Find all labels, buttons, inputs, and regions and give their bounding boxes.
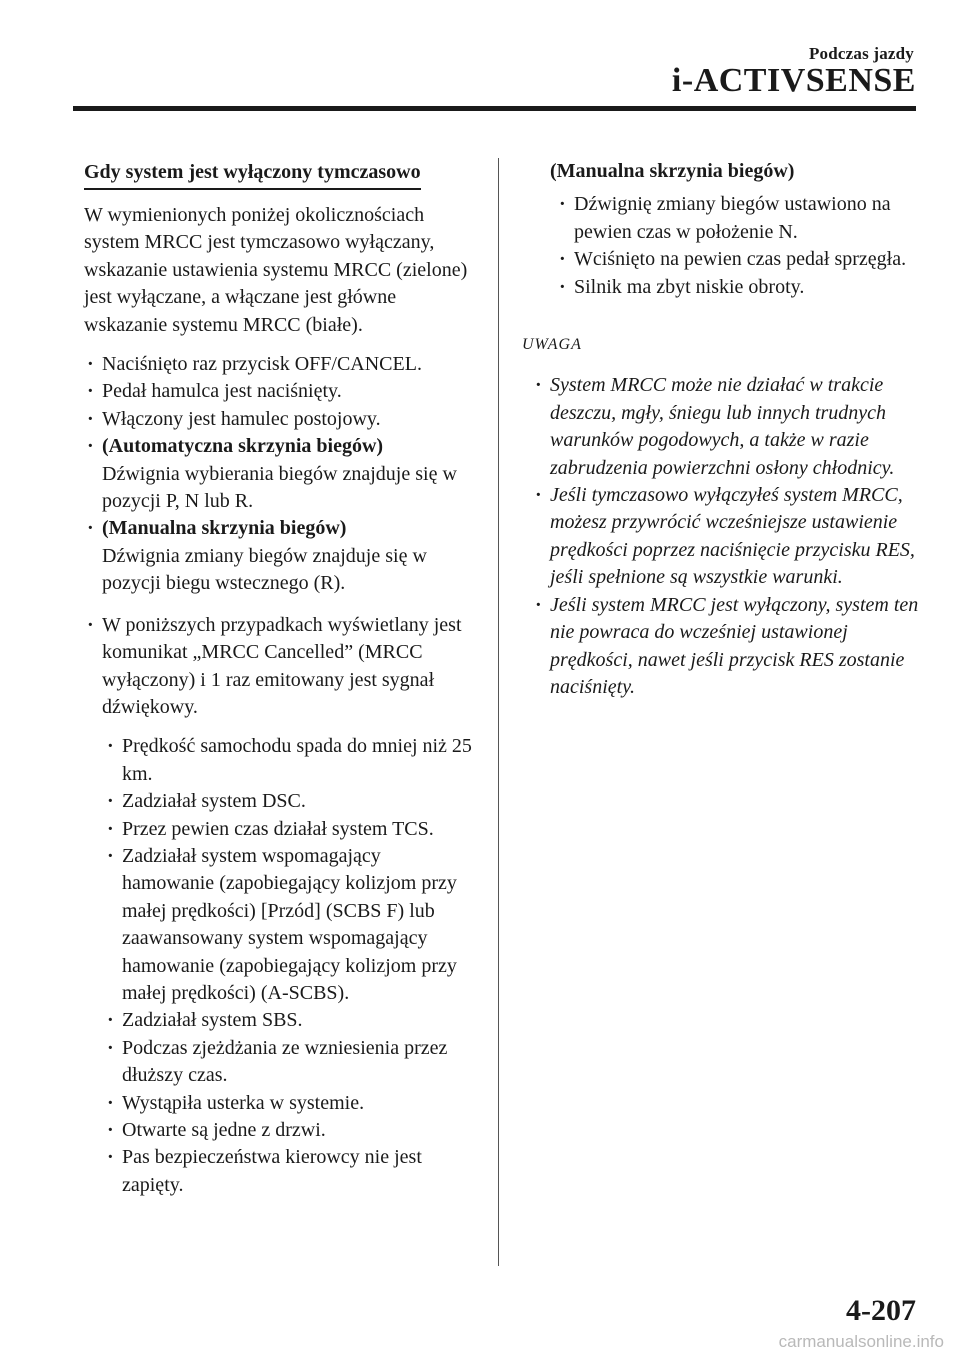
bullet-icon: · xyxy=(559,248,566,271)
manual-gearbox-heading: (Manualna skrzynia biegów) xyxy=(550,160,795,182)
bullet-icon: · xyxy=(535,374,542,397)
list-item xyxy=(84,406,474,433)
bullet-icon: · xyxy=(559,275,566,298)
note-text: Jeśli tymczasowo wyłączyłeś system MRCC, możesz przywrócić wcześniejsze ustawienie prędkości poprzez naciśnięcie przycisku RES, jeśli spełnione są wszystkie warunki. xyxy=(550,484,915,589)
list-item xyxy=(556,274,922,301)
note-item xyxy=(532,592,922,702)
cancel-list xyxy=(84,612,474,722)
list-item xyxy=(104,816,474,843)
list-item-text: Pedał hamulca jest naciśnięty. xyxy=(102,380,342,403)
note-item xyxy=(532,482,922,592)
list-item-text: Wystąpiła usterka w systemie. xyxy=(122,1091,365,1114)
list-item-text: Przez pewien czas działał system TCS. xyxy=(122,817,434,840)
bullet-icon: · xyxy=(107,1009,114,1032)
list-item xyxy=(104,843,474,1007)
bullet-icon: · xyxy=(107,844,114,867)
list-item-text: Otwarte są jedne z drzwi. xyxy=(122,1119,326,1141)
list-item-text: Dźwignię zmiany biegów ustawiono na pewien czas w położenie N. xyxy=(574,193,891,243)
bullet-icon: · xyxy=(107,1091,114,1114)
list-item xyxy=(104,1144,474,1199)
list-item-text: Naciśnięto raz przycisk OFF/CANCEL. xyxy=(102,353,422,376)
list-item xyxy=(84,351,474,378)
bullet-icon: · xyxy=(559,193,566,216)
bullet-icon: · xyxy=(535,593,542,616)
list-item-text: Prędkość samochodu spada do mniej niż 25 km. xyxy=(122,735,472,785)
bullet-icon: · xyxy=(87,380,94,403)
note-text: Jeśli system MRCC jest wyłączony, system ten nie powraca do wcześniej ustawionej prędkości, nawet jeśli przycisk RES zostanie naciśnięty. xyxy=(550,593,919,698)
list-item xyxy=(556,191,922,246)
list-item-heading: (Manualna skrzynia biegów) xyxy=(102,517,347,540)
list-item xyxy=(104,1007,474,1034)
list-item xyxy=(104,733,474,788)
list-item-text: Podczas zjeżdżania ze wzniesienia przez dłuższy czas. xyxy=(122,1036,448,1087)
list-item-heading: (Automatyczna skrzynia biegów) xyxy=(102,435,384,458)
bullet-icon: · xyxy=(107,790,114,813)
list-item xyxy=(104,1035,474,1090)
manual-gearbox-list xyxy=(556,191,922,301)
list-item xyxy=(84,515,474,597)
bullet-icon: · xyxy=(107,817,114,840)
right-column xyxy=(522,158,922,701)
left-column xyxy=(84,158,474,1199)
list-item xyxy=(104,1117,474,1144)
list-item-text: Pas bezpieczeństwa kierowcy nie jest zapięty. xyxy=(122,1146,422,1196)
list-item-text: Wciśnięto na pewien czas pedał sprzęgła. xyxy=(574,248,907,271)
header-rule xyxy=(73,106,916,111)
list-item-text: W poniższych przypadkach wyświetlany jest komunikat „MRCC Cancelled” (MRCC wyłączony) i 1 raz emitowany jest sygnał dźwiękowy. xyxy=(102,613,462,718)
bullet-icon: · xyxy=(107,1119,114,1141)
list-item xyxy=(84,378,474,405)
list-item-text: Włączony jest hamulec postojowy. xyxy=(102,407,381,430)
bullet-icon: · xyxy=(535,484,542,507)
note-text: System MRCC może nie działać w trakcie deszczu, mgły, śniegu lub innych trudnych warunków pogodowych, a także w razie zabrudzenia powierzchni osłony chłodnicy. xyxy=(550,374,895,479)
note-item xyxy=(532,372,922,482)
bullet-icon: · xyxy=(87,435,94,458)
condition-list xyxy=(84,351,474,598)
watermark: carmanualsonline.info xyxy=(778,1332,944,1351)
bullet-icon: · xyxy=(107,735,114,758)
bullet-icon: · xyxy=(87,353,94,376)
bullet-icon: · xyxy=(87,517,94,540)
list-item-text: Zadziałał system DSC. xyxy=(122,790,306,813)
note-list xyxy=(532,372,922,701)
list-item xyxy=(84,433,474,515)
header-title: i-ACTIVSENSE xyxy=(671,62,916,99)
section-title: Gdy system jest wyłączony tymczasowo xyxy=(84,158,421,190)
list-item-text: Silnik ma zbyt niskie obroty. xyxy=(574,275,805,298)
list-item-text: Dźwignia wybierania biegów znajduje się w pozycji P, N lub R. xyxy=(102,462,457,513)
bullet-icon: · xyxy=(107,1146,114,1169)
column-divider xyxy=(498,158,499,1266)
page-number: 4-207 xyxy=(846,1294,916,1327)
bullet-icon: · xyxy=(87,613,94,636)
bullet-icon: · xyxy=(107,1036,114,1059)
list-item-text: Dźwignia zmiany biegów znajduje się w pozycji biegu wstecznego (R). xyxy=(102,544,427,595)
bullet-icon: · xyxy=(87,407,94,430)
list-item-text: Zadziałał system wspomagający hamowanie (zapobiegający kolizjom przy małej prędkości) [Przód] (SCBS F) lub zaawansowany system wspomagający hamowanie (zapobiegający kolizjom przy małej prędkości) (A-SCBS). xyxy=(122,844,457,1004)
note-title: UWAGA xyxy=(522,336,582,354)
list-item xyxy=(556,246,922,273)
intro-paragraph: W wymienionych poniżej okolicznościach system MRCC jest tymczasowo wyłączany, wskazanie ustawienia systemu MRCC (zielone) jest wyłączane, a włączane jest główne wskazanie systemu MRCC (białe). xyxy=(84,204,468,336)
list-item xyxy=(104,1090,474,1117)
list-item xyxy=(84,612,474,722)
list-item-text: Zadziałał system SBS. xyxy=(122,1009,303,1032)
list-item xyxy=(104,788,474,815)
cancel-sub-list xyxy=(104,733,474,1199)
header-section-name: Podczas jazdy xyxy=(808,44,914,63)
